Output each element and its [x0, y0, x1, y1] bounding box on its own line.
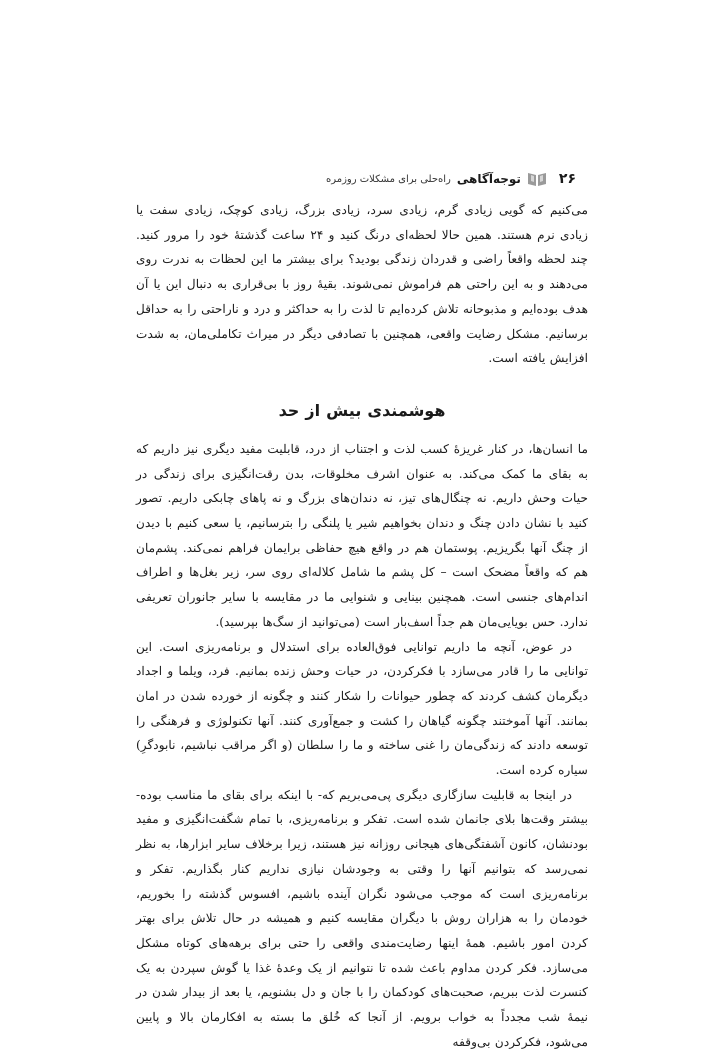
body-text	[136, 198, 588, 1055]
book-emblem-icon	[527, 171, 547, 187]
section-heading: هوشمندی بیش از حد	[278, 400, 446, 420]
book-subtitle: راه‌حلی برای مشکلات روزمره	[325, 173, 451, 185]
paragraph: در اینجا به قابلیت سازگاری دیگری پی‌می‌بریم که- با اینکه برای بقای ما مناسب بوده- بیشتر وقت‌ها بلای جانمان شده است. تفکر و برنامه‌ریزی، با تمام شگفت‌انگیزی و مفید بودنشان، کانون آشفتگی‌های هیجانی روزانه نیز هستند، زیرا برخلاف سایر ابزارها، به نظر نمی‌رسد که بتوانیم آنها را وقتی به وجودشان نیازی نداریم کنار بگذاریم. تفکر و برنامه‌ریزی است که موجب می‌شود نگران آینده باشیم، افسوس گذشته را بخوریم، خودمان را به هزاران روش با دیگران مقایسه کنیم و همیشه در حال تلاش برای بهتر کردن امور باشیم. همهٔ اینها رضایت‌مندی واقعی را حتی برای برهه‌های کوتاه مشکل می‌سازد. فکر کردن مداوم باعث شده تا نتوانیم از یک وعدهٔ غذا یا گوش سپردن به یک کنسرت لذت ببریم، صحبت‌های کودکمان را با جان و دل بشنویم، یا بعد از بیدار شدن در نیمهٔ شب مجدداً به خواب برویم. از آنجا که خُلق ما بسته به افکارمان بالا و پایین می‌شود، فکرکردن بی‌وقفه	[136, 787, 588, 1049]
running-header	[136, 168, 576, 190]
book-title: توجه‌آگاهی	[456, 172, 521, 186]
page-number: ۲۶	[558, 171, 576, 187]
paragraph: می‌کنیم که گویی زیادی گرم، زیادی سرد، زیادی بزرگ، زیادی کوچک، زیادی سفت یا زیادی نرم هستند. همین حالا لحظه‌ای درنگ کنید و ۲۴ ساعت گذشتهٔ خود را مرور کنید. چند لحظه واقعاً راضی و قدردان زندگی بودید؟ برای بیشتر ما این لحظات به ندرت روی می‌دهند و به این راحتی هم فراموش نمی‌شوند. بقیهٔ روز با بی‌قراری به دنبال این یا آن هدف بوده‌ایم و مذبوحانه تلاش کرده‌ایم تا لذت را به حداکثر و درد و ناراحتی را به حداقل برسانیم. مشکل رضایت واقعی، همچنین با تصادفی دیگر در میراث تکاملی‌مان، به شدت افزایش یافته است.	[136, 203, 589, 366]
paragraph: ما انسان‌ها، در کنار غریزهٔ کسب لذت و اجتناب از درد، قابلیت مفید دیگری نیز داریم که به بقای ما کمک می‌کند. به عنوان اشرف مخلوقات، بدن رقت‌انگیزی برای زندگی در حیات وحش داریم. نه چنگال‌های تیز، نه دندان‌های بزرگ و نه پاهای چابکی داریم. تصور کنید با نشان دادن چنگ و دندان بخواهیم شیر یا پلنگی را بترسانیم، یا سعی کنیم با دیدن از چنگ آنها بگریزیم. پوستمان هم در واقع هیچ حفاظی برایمان فراهم نمی‌کند. پشم‌مان هم که واقعاً مضحک است – کل پشم ما شامل کلاله‌ای روی سر، زیر بغل‌ها و اطراف اندام‌های جنسی است. همچنین بینایی و شنوایی ما در مقایسه با سایر جانوران تعریفی ندارد. حس بویایی‌مان هم جداً اسف‌بار است (می‌توانید از سگ‌ها بپرسید).	[136, 441, 588, 629]
paragraph: در عوض، آنچه ما داریم توانایی فوق‌العاده برای استدلال و برنامه‌ریزی است. این توانایی ما را قادر می‌سازد با فکرکردن، در حیات وحش زنده بمانیم. فرد، ویلما و اجداد دیگرمان کشف کردند که چطور حیوانات را شکار کنند و چگونه از خورده شدن در امان بمانند. آنها آموختند چگونه گیاهان را کشت و جمع‌آوری کنند. آنها تکنولوژی و فرهنگی را توسعه دادند که زندگی‌مان را غنی ساخته و ما را سلطان (و اگر مراقب نباشیم، نابودگرِ) سیاره کرده است.	[136, 639, 588, 778]
